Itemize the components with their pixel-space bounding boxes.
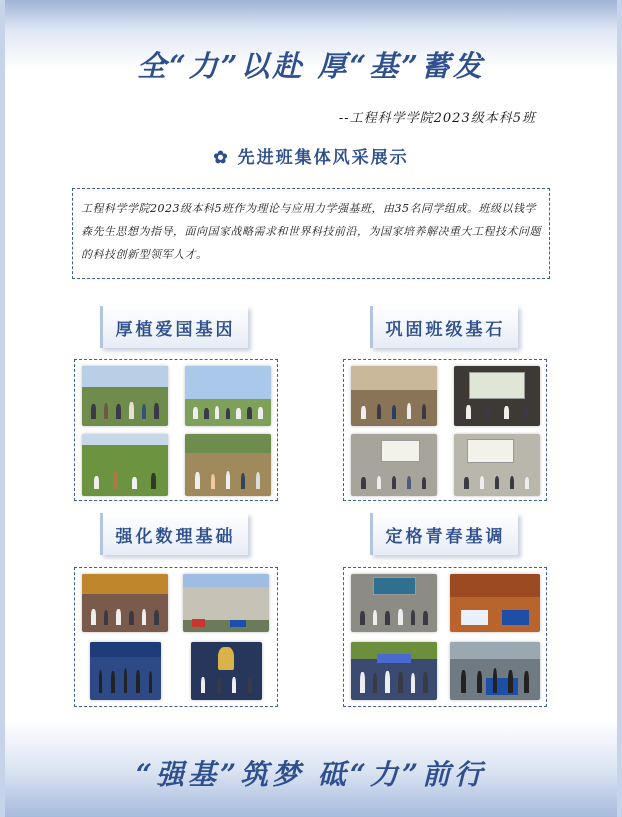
photo-group-youth [343, 567, 547, 707]
photo-class-meeting-3 [351, 434, 437, 496]
photo-banner-group [450, 574, 540, 632]
photo-field-visit-1 [82, 366, 168, 426]
photo-lecture-hall [351, 574, 437, 632]
photo-class-meeting-4 [454, 434, 540, 496]
photo-lab-visit [82, 574, 168, 632]
tag-patriotic-gene: 厚植爱国基因 [100, 306, 248, 348]
photo-field-visit-3 [82, 434, 168, 496]
photo-class-meeting-1 [351, 366, 437, 426]
intro-text-box [72, 188, 550, 279]
photo-team-building [351, 642, 437, 700]
photo-group-patriotic [74, 359, 278, 501]
tag-youth-tone: 定格青春基调 [370, 513, 518, 555]
photo-class-meeting-2 [454, 366, 540, 426]
tag-math-physics-foundation: 强化数理基础 [100, 513, 248, 555]
flower-icon: ✿ [213, 148, 230, 168]
photo-competition-group [90, 642, 161, 700]
left-edge-band [0, 0, 5, 817]
tag-class-foundation: 巩固班级基石 [370, 306, 518, 348]
intro-text: 工程科学学院2023级本科5班作为理论与应用力学强基班，由35名同学组成。班级以钱学森先生思想为指导，面向国家战略需求和世界科技前沿，为国家培养解决重大工程技术问题的科技创新型领军人才。 [81, 202, 541, 261]
photo-group-math-physics [74, 567, 278, 707]
photo-campus-building [183, 574, 269, 632]
photo-field-visit-2 [185, 366, 271, 426]
section-heading-text: 先进班集体风采展示 [237, 148, 409, 168]
right-edge-band [617, 0, 622, 817]
photo-group-class [343, 359, 547, 501]
section-heading [0, 143, 622, 168]
page-title: 全“力”以赴 厚“基”蓄发 [137, 49, 485, 83]
photo-outdoor-group [450, 642, 540, 700]
page-subtitle: --工程科学学院2023级本科5班 [338, 111, 536, 126]
photo-field-visit-4 [185, 434, 271, 496]
photo-award-trophy [191, 642, 262, 700]
footer-slogan: “强基”筑梦 砥“力”前行 [135, 758, 487, 791]
